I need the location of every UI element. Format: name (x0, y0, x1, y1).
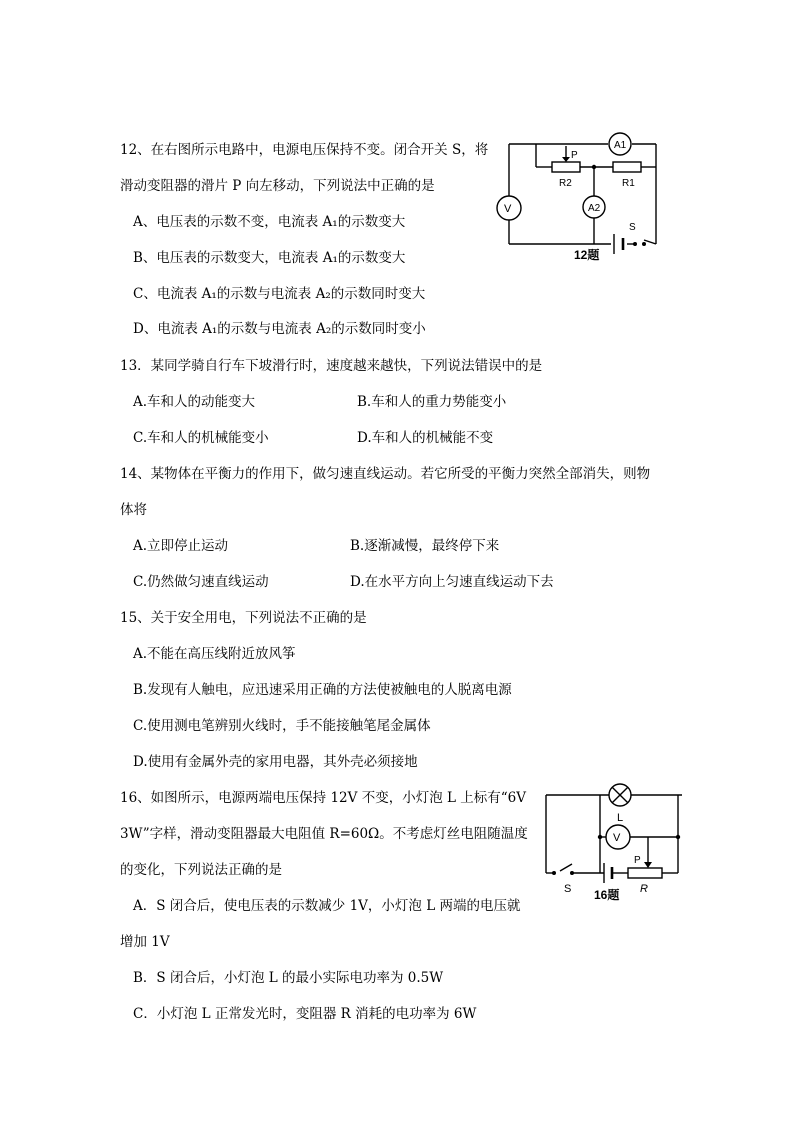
rheostat-r-label: R (640, 883, 648, 895)
q16-option-a-line2: 增加 1V (120, 934, 170, 950)
q12-option-a: A、电压表的示数不变，电流表 A₁的示数变大 (133, 214, 406, 230)
q12-option-c: C、电流表 A₁的示数与电流表 A₂的示数同时变大 (133, 286, 426, 302)
q16-stem-line3: 的变化，下列说法正确的是 (120, 862, 282, 878)
circuit-diagram-12 (496, 130, 671, 265)
q12-option-b: B、电压表的示数变大，电流表 A₁的示数变大 (133, 250, 406, 266)
q12-stem-line1: 12、在右图所示电路中，电源电压保持不变。闭合开关 S，将 (120, 142, 489, 158)
circuit-diagram-16 (540, 782, 690, 906)
q15-option-a: A.不能在高压线附近放风筝 (133, 646, 296, 662)
q15-option-c: C.使用测电笔辨别火线时，手不能接触笔尾金属体 (133, 718, 431, 734)
voltmeter-label-16: V (613, 832, 621, 844)
ammeter-a1-label: A1 (614, 140, 627, 151)
switch-s-label: S (629, 222, 636, 233)
q14-option-c: C.仍然做匀速直线运动 (133, 574, 269, 590)
q14-stem-line1: 14、某物体在平衡力的作用下，做匀速直线运动。若它所受的平衡力突然全部消失，则物 (120, 466, 651, 482)
q16-stem-line2: 3W”字样，滑动变阻器最大电阻值 R=60Ω。不考虑灯丝电阻随温度 (120, 826, 528, 842)
q12-option-d: D、电流表 A₁的示数与电流表 A₂的示数同时变小 (133, 321, 426, 337)
q16-option-b: B．S 闭合后，小灯泡 L 的最小实际电功率为 0.5W (133, 970, 444, 986)
lamp-l-label: L (617, 812, 624, 824)
slider-p-label-16: P (634, 855, 641, 866)
q15-option-d: D.使用有金属外壳的家用电器，其外壳必须接地 (133, 754, 418, 770)
q15-option-b: B.发现有人触电，应迅速采用正确的方法使被触电的人脱离电源 (133, 682, 512, 698)
q14-stem-line2: 体将 (120, 502, 147, 518)
q16-option-a-line1: A．S 闭合后，使电压表的示数减少 1V，小灯泡 L 两端的电压就 (133, 898, 521, 914)
q14-option-a: A.立即停止运动 (133, 538, 229, 554)
q13-option-a: A.车和人的动能变大 (133, 394, 256, 410)
switch-s-label-16: S (564, 883, 572, 895)
q12-stem-line2: 滑动变阻器的滑片 P 向左移动，下列说法中正确的是 (120, 178, 435, 194)
slider-p-label: P (571, 150, 578, 161)
q14-option-b: B.逐渐减慢，最终停下来 (350, 538, 500, 554)
q13-option-b: B.车和人的重力势能变小 (357, 394, 507, 410)
ammeter-a2-label: A2 (588, 203, 601, 214)
q15-stem: 15、关于安全用电，下列说法不正确的是 (120, 610, 367, 626)
figure-12-caption: 12题 (574, 248, 600, 262)
q13-option-c: C.车和人的机械能变小 (133, 430, 269, 446)
q16-stem-line1: 16、如图所示，电源两端电压保持 12V 不变，小灯泡 L 上标有“6V (120, 790, 526, 806)
rheostat-r2-label: R2 (559, 178, 572, 189)
figure-16-caption: 16题 (594, 888, 620, 902)
voltmeter-label: V (504, 203, 512, 215)
resistor-r1-label: R1 (622, 178, 635, 189)
q13-stem: 13．某同学骑自行车下坡滑行时，速度越来越快，下列说法错误中的是 (120, 358, 543, 374)
q14-option-d: D.在水平方向上匀速直线运动下去 (350, 574, 554, 590)
q16-option-c: C．小灯泡 L 正常发光时，变阻器 R 消耗的电功率为 6W (133, 1006, 477, 1022)
q13-option-d: D.车和人的机械能不变 (357, 430, 494, 446)
